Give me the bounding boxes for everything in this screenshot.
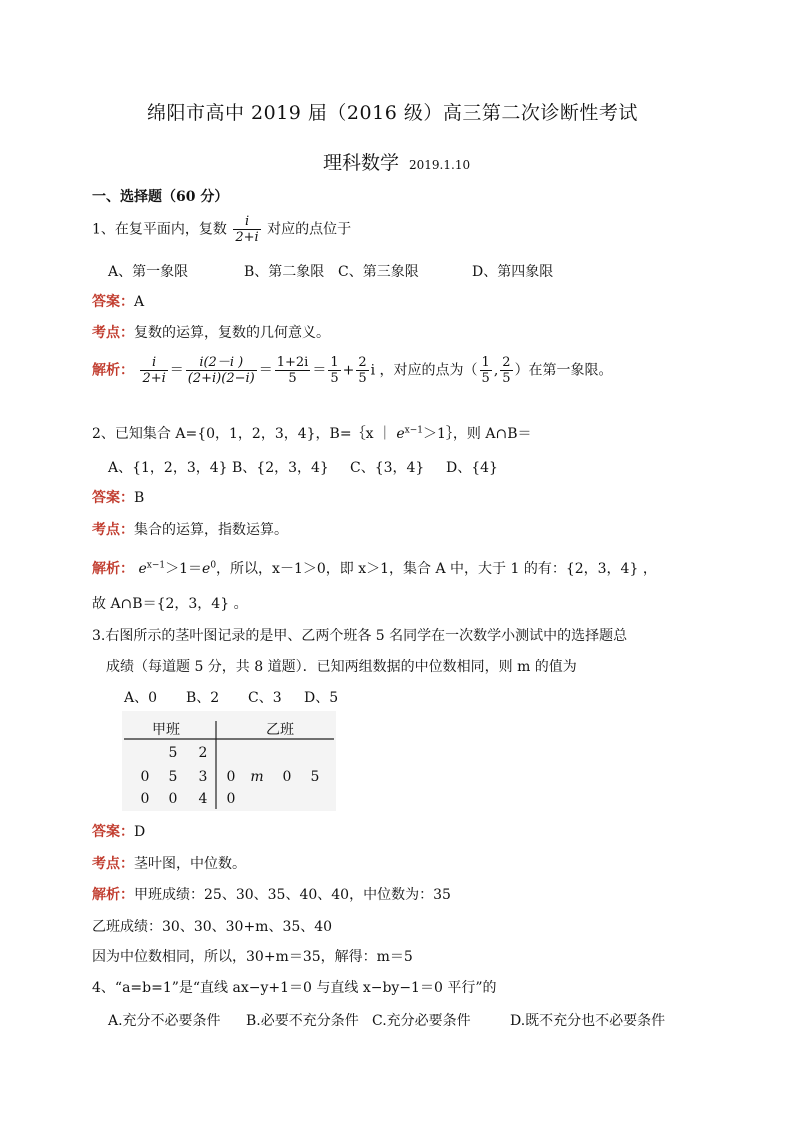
q4-option-b: B.必要不充分条件 xyxy=(246,1013,359,1029)
q2-option-c: C、{3，4} xyxy=(350,460,425,476)
leaf-right: 0 xyxy=(226,791,236,807)
q1-answer-value: A xyxy=(134,294,145,310)
q2-an-exp2: 0 xyxy=(210,560,217,571)
q2-option-d: D、{4} xyxy=(446,460,498,476)
q1-point-text: 复数的运算，复数的几何意义。 xyxy=(134,325,330,341)
q3-point-text: 茎叶图，中位数。 xyxy=(134,856,246,872)
q3-option-a: A、0 xyxy=(124,690,158,706)
stem-value: 3 xyxy=(198,769,208,785)
leaf-right: 0 xyxy=(282,769,292,785)
q1-f5-num: 2 xyxy=(358,355,367,370)
q1-f4-num: 1 xyxy=(330,355,339,370)
q2-stem-a: 2、已知集合 A={0，1，2，3，4}，B=｛x ｜ xyxy=(92,426,392,442)
leaf-right: 5 xyxy=(310,769,320,785)
q2-point: 考点：集合的运算，指数运算。 xyxy=(92,522,288,538)
q2-point-text: 集合的运算，指数运算。 xyxy=(134,522,288,538)
q4-option-a: A.充分不必要条件 xyxy=(108,1013,221,1029)
q1-f3-den: 5 xyxy=(288,371,297,386)
q1-stem xyxy=(92,214,351,245)
q2-option-a: A、{1，2，3，4} xyxy=(108,460,228,476)
point-label: 考点 xyxy=(92,325,120,341)
q3-analysis: 解析：甲班成绩：25、30、35、40、40，中位数为：35 xyxy=(92,887,451,903)
q3-analysis-3: 因为中位数相同，所以，30+m＝35，解得：m＝5 xyxy=(92,949,413,965)
q1-frac-den: 2+i xyxy=(235,230,259,245)
exam-date: 2019.1.10 xyxy=(409,158,471,172)
q3-option-d: D、5 xyxy=(304,690,339,706)
q2-analysis-line2: 故 A∩B＝{2，3，4} 。 xyxy=(92,596,248,612)
q1-analysis-tail1: i ，对应的点为（ xyxy=(370,362,478,379)
q1-f2-den: (2+i)(2−i) xyxy=(187,371,255,386)
q2-exp: x−1 xyxy=(404,425,424,436)
table-header-left: 甲班 xyxy=(152,722,180,738)
q1-point: 考点：复数的运算，复数的几何意义。 xyxy=(92,325,330,341)
q3-analysis-2: 乙班成绩：30、30、30+m、35、40 xyxy=(92,919,333,935)
q4-stem: 4、“a=b=1”是“直线 ax−y+1＝0 与直线 x−by−1＝0 平行”的 xyxy=(92,980,497,996)
q4-option-c: C.充分必要条件 xyxy=(372,1013,471,1029)
q1-option-d: D、第四象限 xyxy=(472,264,554,280)
q2-an-base2: e xyxy=(202,561,211,577)
stem-value: 2 xyxy=(198,745,208,761)
q2-an-mid: ＞1＝ xyxy=(165,561,203,577)
q3-stem-line1: 3.右图所示的茎叶图记录的是甲、乙两个班各 5 名同学在一次数学小测试中的选择题总 xyxy=(92,628,628,644)
stem-value: 4 xyxy=(198,791,208,807)
stem-leaf-table xyxy=(122,711,336,811)
leaf-left: 0 xyxy=(140,791,150,807)
q1-frac-num: i xyxy=(233,214,260,230)
q1-f5-den: 5 xyxy=(358,371,367,386)
q1-f1-num: i xyxy=(140,355,167,371)
q3-answer-value: D xyxy=(134,824,146,840)
q3-option-c: C、3 xyxy=(248,690,282,706)
q3-point: 考点：茎叶图，中位数。 xyxy=(92,856,246,872)
analysis-label: 解析 xyxy=(92,362,120,379)
answer-label: 答案 xyxy=(92,294,120,310)
q1-f1-den: 2+i xyxy=(142,371,166,386)
q2-stem xyxy=(92,423,532,443)
leaf-left: 0 xyxy=(140,769,150,785)
section-heading: 一、选择题（60 分） xyxy=(92,189,229,205)
q2-an-base: e xyxy=(138,561,147,577)
subject-title xyxy=(323,148,470,175)
subject-name: 理科数学 xyxy=(323,152,400,174)
q2-an-rest: ，所以，x－1＞0，即 x＞1，集合 A 中，大于 1 的有：{2，3，4} ， xyxy=(216,561,657,577)
q1-stem-suffix: 对应的点位于 xyxy=(267,221,352,238)
table-header-right: 乙班 xyxy=(266,722,294,738)
q1-f2-num: i(2－i ) xyxy=(186,355,257,371)
q1-p1-num: 1 xyxy=(481,355,490,370)
q1-fraction xyxy=(233,214,260,245)
q1-option-a: A、第一象限 xyxy=(108,264,189,280)
q4-option-d: D.既不充分也不必要条件 xyxy=(510,1013,666,1029)
leaf-left: 0 xyxy=(168,791,178,807)
q3-answer: 答案：D xyxy=(92,824,146,840)
q3-option-b: B、2 xyxy=(186,690,220,706)
leaf-right: 0 xyxy=(226,769,236,785)
q1-f4-den: 5 xyxy=(330,371,339,386)
q2-an-exp: x−1 xyxy=(146,560,166,571)
q1-p2-num: 2 xyxy=(502,355,511,370)
q3-stem-line2: 成绩（每道题 5 分，共 8 道题）．已知两组数据的中位数相同，则 m 的值为 xyxy=(106,659,577,675)
q2-answer: 答案：B xyxy=(92,490,145,506)
q3-analysis-1: 甲班成绩：25、30、35、40、40，中位数为：35 xyxy=(134,887,451,903)
q1-option-c: C、第三象限 xyxy=(338,264,419,280)
q1-stem-prefix: 1、在复平面内，复数 xyxy=(92,221,227,238)
q1-p1-den: 5 xyxy=(481,371,490,386)
q2-option-b: B、{2，3，4} xyxy=(232,460,329,476)
q2-stem-b: ＞1｝，则 A∩B＝ xyxy=(423,426,532,442)
q2-exp-base: e xyxy=(396,426,405,442)
q1-analysis: 解析： $\frac{i}{2+i}$ ＝ $\frac{i(2-i )}{(2+i)(2-i)}$ ＝ $\frac{1+2i}{5}$ ＝ $\frac{1}{5}$ + $\frac{2}{5}$ i ，对应的点为（ $\frac{1}{5}$ , $\frac{2}{5}$ ）在第一象限。 xyxy=(92,355,613,386)
q1-option-b: B、第二象限 xyxy=(244,264,325,280)
leaf-left: 5 xyxy=(168,769,178,785)
q2-analysis: 解析： $e^{x-1}>1=e^0$，所以，x－1＞0，即 x＞1，集合 A 中，大于 1 的有：{2，3，4} ， xyxy=(92,560,657,577)
page-title: 绵阳市高中 2019 届（2016 级）高三第二次诊断性考试 xyxy=(147,102,638,124)
q1-p2-den: 5 xyxy=(502,371,511,386)
q2-answer-value: B xyxy=(134,490,145,506)
q1-f3-num: 1+2i xyxy=(276,355,309,370)
leaf-left: 5 xyxy=(168,745,178,761)
q1-answer: 答案：A xyxy=(92,294,145,310)
leaf-right: m xyxy=(250,769,264,785)
q1-analysis-tail2: ）在第一象限。 xyxy=(514,362,613,379)
